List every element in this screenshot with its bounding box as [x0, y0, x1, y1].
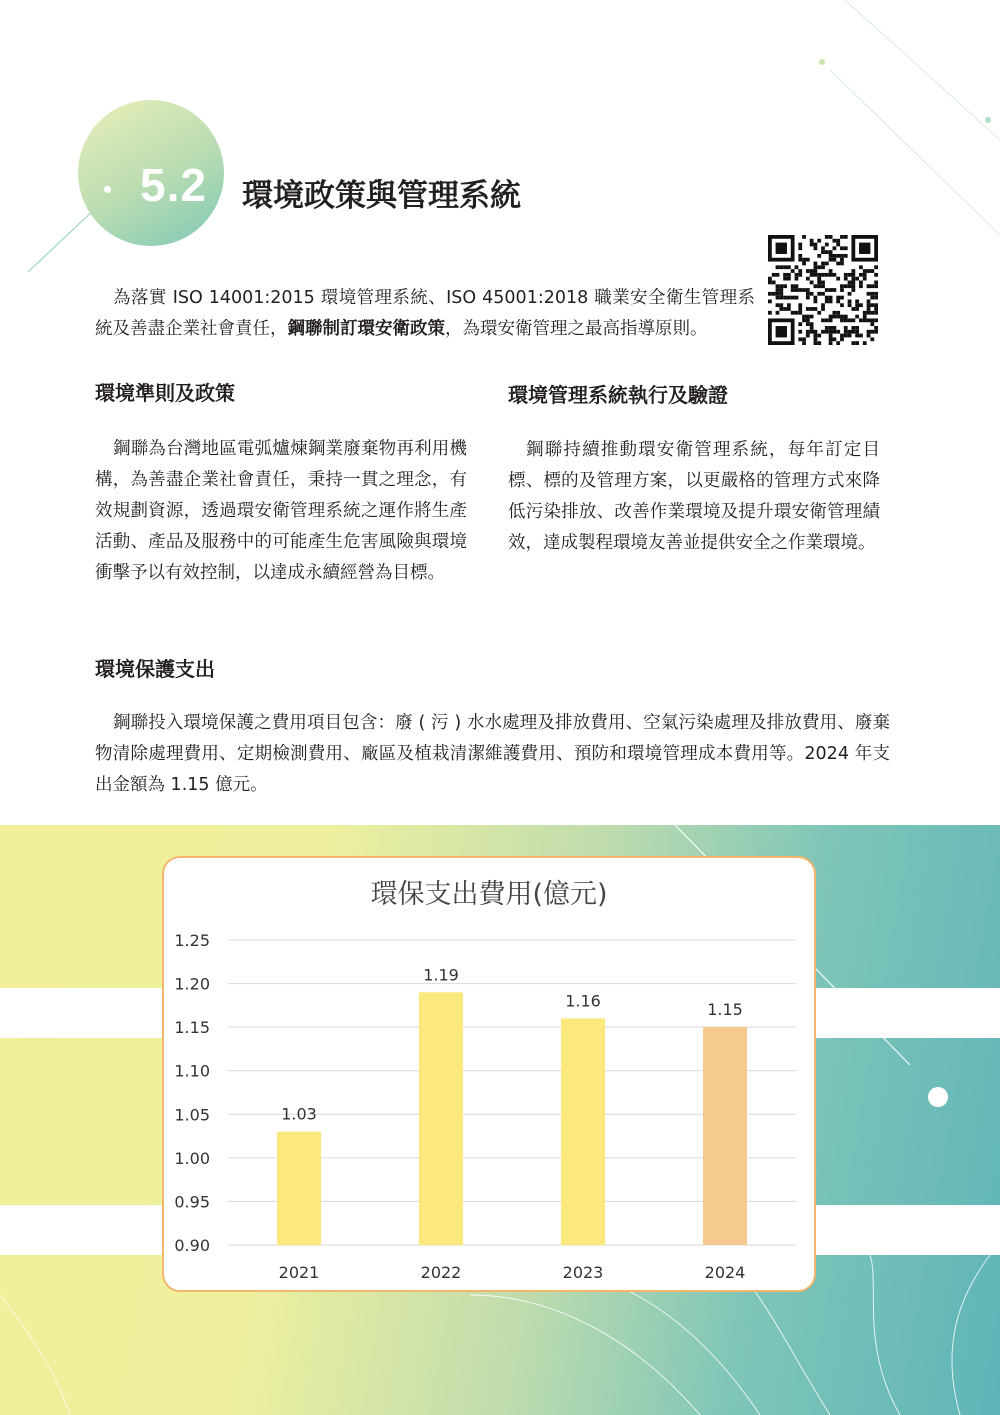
y-tick-label: 1.25 [174, 931, 210, 950]
bar-2023 [561, 1018, 605, 1245]
y-tick-label: 1.20 [174, 974, 210, 994]
y-tick-label: 1.00 [174, 1148, 210, 1168]
y-tick-label: 0.95 [174, 1192, 210, 1212]
management-paragraph: 鋼聯持續推動環安衛管理系統，每年訂定目標、標的及管理方案，以更嚴格的管理方式來降低污染排放、改善作業環境及提升環安衛管理績效，達成製程環境友善並提供安全之作業環境。 [508, 440, 880, 553]
bar-2021 [277, 1132, 321, 1245]
data-label: 1.15 [707, 1000, 743, 1020]
chart-card [162, 856, 816, 1292]
x-tick-label: 2021 [278, 1263, 320, 1282]
badge-dot [104, 186, 111, 193]
bar-2022 [419, 992, 463, 1245]
section-title: 環境政策與管理系統 [242, 178, 521, 214]
y-tick-label: 1.05 [174, 1105, 210, 1125]
data-label: 1.03 [281, 1104, 317, 1124]
y-tick-label: 1.10 [174, 1061, 210, 1081]
management-heading: 環境管理系統執行及驗證 [508, 383, 728, 407]
bar-chart [164, 858, 814, 1290]
y-tick-label: 0.90 [174, 1236, 210, 1255]
data-label: 1.16 [565, 991, 601, 1011]
bar-2024 [703, 1027, 747, 1245]
policy-paragraph: 鋼聯為台灣地區電弧爐煉鋼業廢棄物再利用機構，為善盡企業社會責任，秉持一貫之理念，有效規劃資源，透過環安衛管理系統之運作將生產活動、產品及服務中的可能產生危害風險與環境衝擊予以有效控制，以達成永續經營為目標。 [95, 439, 467, 583]
x-tick-label: 2022 [420, 1263, 462, 1282]
section-number: 5.2 [140, 159, 207, 211]
x-tick-label: 2023 [562, 1263, 604, 1282]
x-tick-label: 2024 [704, 1263, 746, 1282]
band-dot [928, 1087, 948, 1107]
chart-title: 環保支出費用(億元) [370, 879, 608, 910]
data-label: 1.19 [423, 965, 459, 985]
intro-bold-text: 鋼聯制訂環安衛政策 [287, 319, 445, 339]
policy-heading: 環境準則及政策 [95, 381, 235, 405]
qr-code[interactable] [768, 235, 878, 345]
expense-heading: 環境保護支出 [95, 657, 215, 681]
intro-text: 為落實 ISO 14001:2015 環境管理系統、ISO 45001:2018 職業安全衛生管理系統及善盡企業社會責任， [95, 288, 755, 339]
intro-text-end: ，為環安衛管理之最高指導原則。 [445, 319, 708, 339]
expense-paragraph: 鋼聯投入環境保護之費用項目包含：廢 ( 污 ) 水水處理及排放費用、空氣污染處理及排放費用、廢棄物清除處理費用、定期檢測費用、廠區及植栽清潔維護費用、預防和環境管理成本費用等。2024 年支出金額為 1.15 億元。 [95, 713, 890, 795]
y-tick-label: 1.15 [174, 1018, 210, 1038]
intro-paragraph [95, 283, 755, 345]
